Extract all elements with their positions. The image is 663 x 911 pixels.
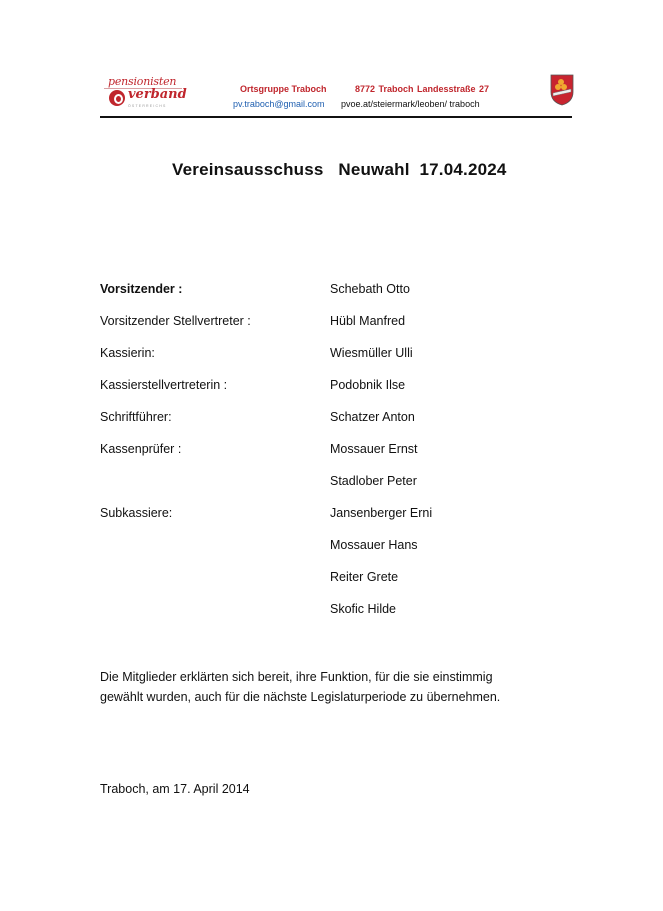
roster-name: Stadlober Peter [330, 474, 417, 488]
header-divider [100, 116, 572, 118]
roster-row [100, 538, 560, 570]
roster-name: Reiter Grete [330, 570, 399, 584]
roster-role: Subkassiere: [100, 506, 173, 520]
header-address: 8772 Traboch Landesstraße 27 [355, 84, 490, 94]
roster-name: Podobnik Ilse [330, 378, 406, 392]
roster-name: Mossauer Ernst [330, 442, 418, 456]
roster-row [100, 346, 560, 378]
statement-paragraph: Die Mitglieder erklärten sich bereit, ihre Funktion, für die sie einstimmig gewählt wurden, auch für die nächste Legislaturperiode zu übernehmen. [100, 670, 501, 704]
roster-name: Wiesmüller Ulli [330, 346, 413, 360]
roster-name: Skofic Hilde [330, 602, 396, 616]
signoff-line: Traboch, am 17. April 2014 [100, 782, 250, 796]
logo-sub-text: ÖSTERREICHS [128, 104, 167, 108]
roster-role: Kassierin: [100, 346, 155, 360]
municipal-coat-of-arms-icon [550, 74, 574, 106]
roster-name: Hübl Manfred [330, 314, 406, 328]
roster-row [100, 506, 560, 538]
roster-role: Kassierstellvertreterin : [100, 378, 228, 392]
pvoe-logo-icon [109, 90, 125, 106]
roster-row [100, 474, 560, 506]
logo-top-text: pensionisten [108, 75, 177, 88]
roster-row [100, 570, 560, 602]
header-website: pvoe.at/steiermark/leoben/ traboch [341, 99, 480, 109]
header-email-link[interactable]: pv.traboch@gmail.com [233, 99, 325, 109]
roster-role: Vorsitzender : [100, 282, 183, 296]
roster-row [100, 378, 560, 410]
roster-role: Kassenprüfer : [100, 442, 182, 456]
roster-name: Mossauer Hans [330, 538, 418, 552]
roster-name: Schatzer Anton [330, 410, 415, 424]
roster-row [100, 410, 560, 442]
committee-roster [100, 282, 560, 634]
logo-bottom-text: verband [128, 87, 187, 102]
roster-name: Schebath Otto [330, 282, 410, 296]
header-organization: Ortsgruppe Traboch [240, 84, 327, 94]
roster-row [100, 282, 560, 314]
roster-row [100, 442, 560, 474]
page-title: Vereinsausschuss Neuwahl 17.04.2024 [172, 160, 507, 179]
roster-row [100, 602, 560, 634]
roster-row [100, 314, 560, 346]
roster-name: Jansenberger Erni [330, 506, 433, 520]
roster-role: Schriftführer: [100, 410, 172, 424]
roster-role: Vorsitzender Stellvertreter : [100, 314, 251, 328]
pvoe-logo [104, 75, 187, 115]
